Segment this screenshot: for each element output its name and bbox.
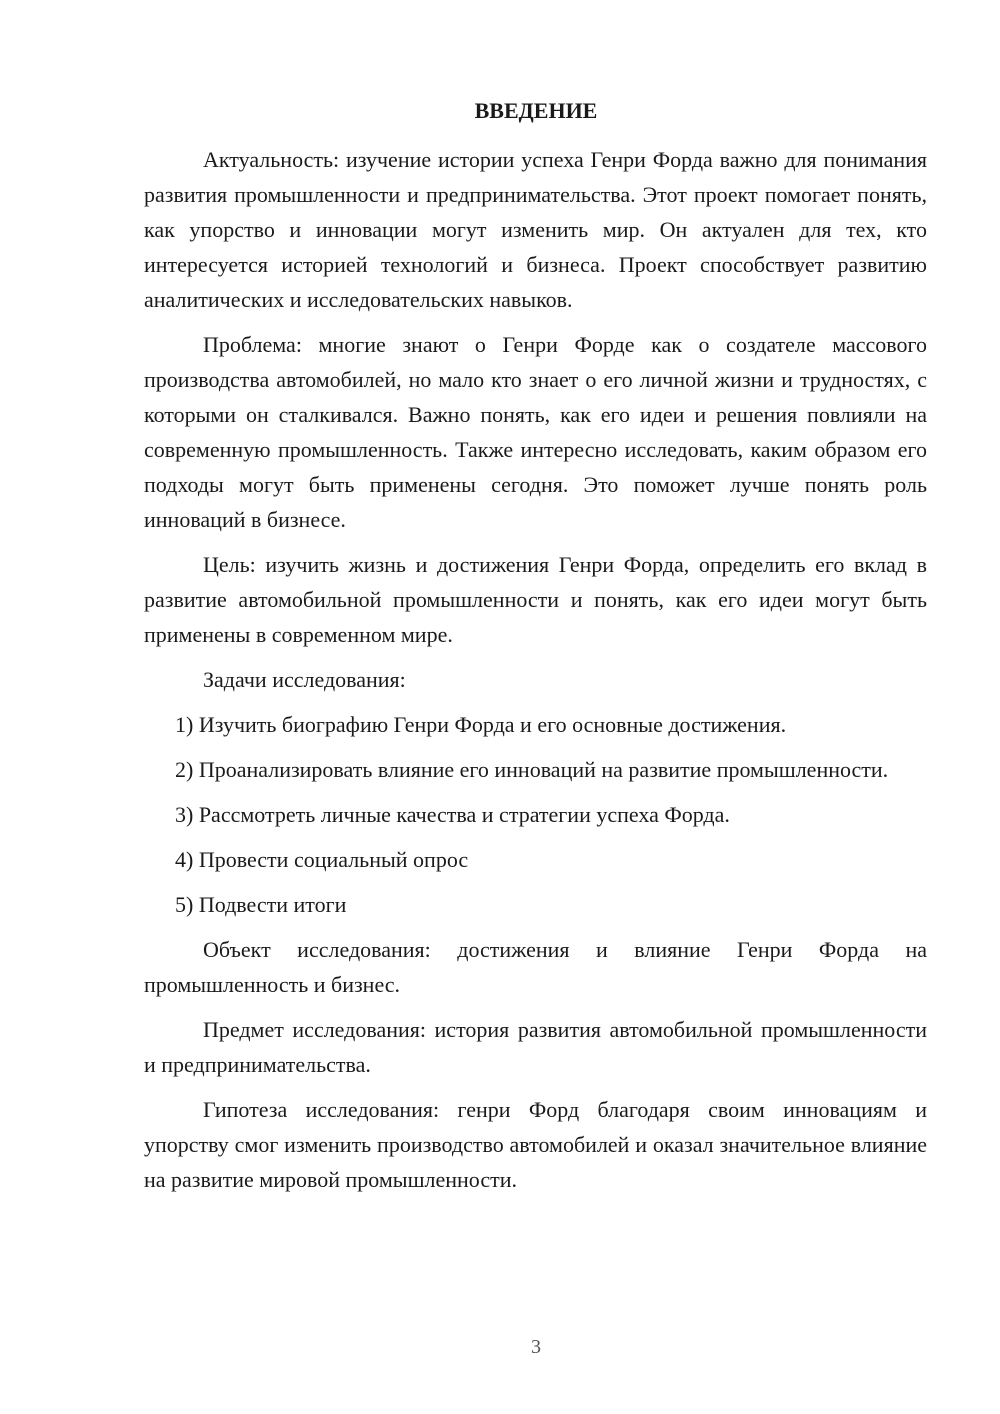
paragraph-goal: Цель: изучить жизнь и достижения Генри Форда, определить его вклад в развитие автомобильной промышленности и понять, как его идеи могут быть применены в современном мире. (144, 552, 927, 647)
task-item-4: 4) Провести социальный опрос (175, 847, 469, 872)
page-number: 3 (531, 1336, 541, 1358)
page-title: ВВЕДЕНИЕ (474, 98, 598, 123)
task-item-3: 3) Рассмотреть личные качества и стратегии успеха Форда. (175, 802, 730, 827)
paragraph-hypothesis: Гипотеза исследования: генри Форд благодаря своим инновациям и упорству смог изменить производство автомобилей и оказал значительное влияние на развитие мировой промышленности. (144, 1097, 927, 1192)
task-item-5: 5) Подвести итоги (175, 892, 347, 917)
task-item-1: 1) Изучить биографию Генри Форда и его основные достижения. (175, 712, 787, 737)
paragraph-tasks-heading: Задачи исследования: (203, 667, 406, 692)
paragraph-relevance: Актуальность: изучение истории успеха Генри Форда важно для понимания развития промышленности и предпринимательства. Этот проект помогает понять, как упорство и инновации могут изменить мир. Он актуален для тех, кто интересуется историей технологий и бизнеса. Проект способствует развитию аналитических и исследовательских навыков. (144, 147, 927, 312)
task-item-2: 2) Проанализировать влияние его инноваций на развитие промышленности. (175, 757, 889, 782)
paragraph-object: Объект исследования: достижения и влияние Генри Форда на промышленность и бизнес. (144, 937, 927, 997)
paragraph-subject: Предмет исследования: история развития автомобильной промышленности и предпринимательства. (144, 1017, 927, 1077)
paragraph-problem: Проблема: многие знают о Генри Форде как о создателе массового производства автомобилей, но мало кто знает о его личной жизни и трудностях, с которыми он сталкивался. Важно понять, как его идеи и решения повлияли на современную промышленность. Также интересно исследовать, каким образом его подходы могут быть применены сегодня. Это поможет лучше понять роль инноваций в бизнесе. (144, 332, 927, 532)
document-body (144, 142, 927, 1207)
